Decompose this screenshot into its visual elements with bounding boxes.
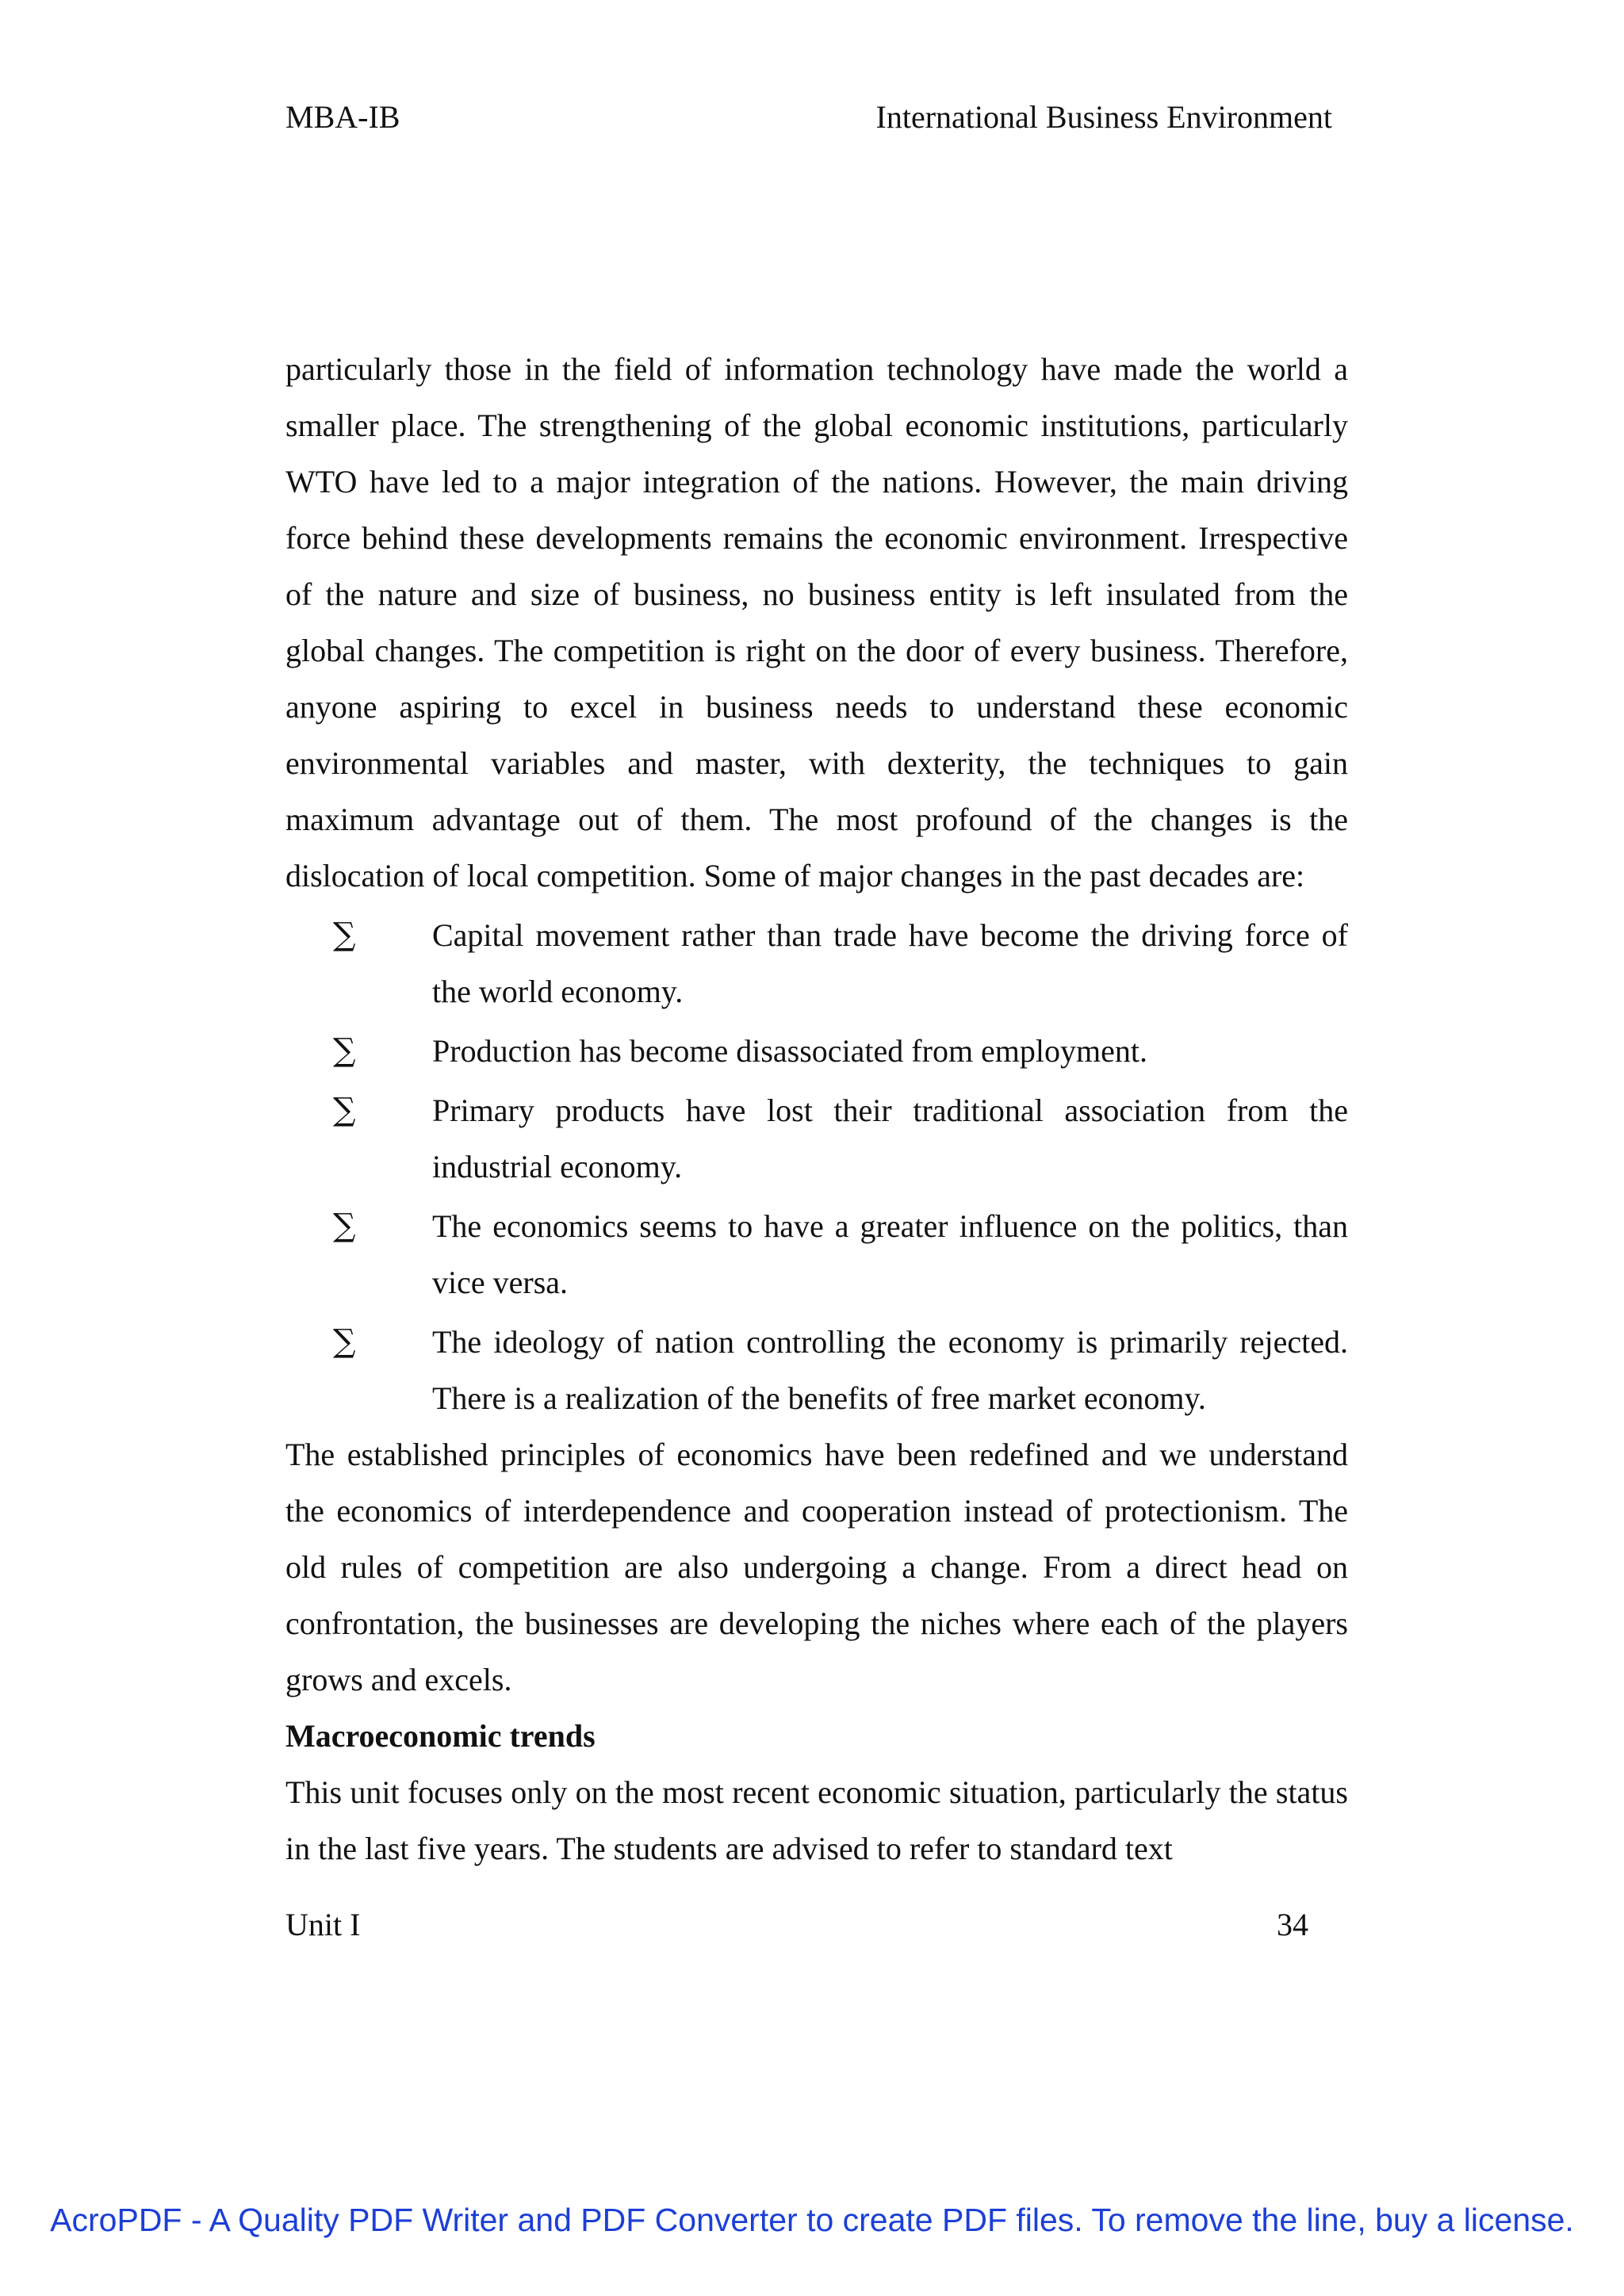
section-heading: Macroeconomic trends bbox=[285, 1718, 596, 1754]
header-course-code: MBA-IB bbox=[285, 99, 400, 135]
header-course-title: International Business Environment bbox=[875, 99, 1332, 135]
list-item bbox=[285, 1314, 1348, 1426]
list-item bbox=[285, 1082, 1348, 1195]
list-item bbox=[285, 1198, 1348, 1311]
list-item-text: The economics seems to have a greater influence on the politics, than vice versa. bbox=[432, 1208, 1348, 1300]
page-header bbox=[285, 94, 1332, 141]
changes-list bbox=[285, 907, 1348, 1426]
list-item-text: Primary products have lost their traditional association from the industrial economy. bbox=[432, 1093, 1348, 1184]
page-number: 34 bbox=[1277, 1907, 1308, 1942]
list-item-text: The ideology of nation controlling the economy is primarily rejected. There is a realization of the benefits of free market economy. bbox=[432, 1324, 1348, 1416]
sigma-bullet-icon: ∑ bbox=[333, 1323, 356, 1360]
page-footer bbox=[285, 1901, 1308, 1949]
after-list-paragraph: The established principles of economics have been redefined and we understand the economics of interdependence and cooperation instead of protectionism. The old rules of competition are also undergoing a change. From a direct head on confrontation, the businesses are developing the niches where each of the players grows and excels. bbox=[285, 1437, 1348, 1697]
list-item-text: Production has become disassociated from employment. bbox=[432, 1033, 1148, 1069]
footer-unit-label: Unit I bbox=[285, 1907, 361, 1942]
sigma-bullet-icon: ∑ bbox=[333, 916, 356, 953]
sigma-bullet-icon: ∑ bbox=[333, 1207, 356, 1244]
page-body bbox=[285, 341, 1348, 1877]
sigma-bullet-icon: ∑ bbox=[333, 1092, 356, 1128]
list-item-text: Capital movement rather than trade have become the driving force of the world economy. bbox=[432, 917, 1348, 1009]
acropdf-watermark-banner: AcroPDF - A Quality PDF Writer and PDF Converter to create PDF files. To remove the line, buy a license. bbox=[50, 2202, 1574, 2238]
list-item bbox=[285, 1023, 1348, 1079]
sigma-bullet-icon: ∑ bbox=[333, 1032, 356, 1069]
intro-paragraph: particularly those in the field of information technology have made the world a smaller place. The strengthening of the global economic institutions, particularly WTO have led to a major integration of the nations. However, the main driving force behind these developments remains the economic environment. Irrespective of the nature and size of business, no business entity is left insulated from the global changes. The competition is right on the door of every business. Therefore, anyone aspiring to excel in business needs to understand these economic environmental variables and master, with dexterity, the techniques to gain maximum advantage out of them. The most profound of the changes is the dislocation of local competition. Some of major changes in the past decades are: bbox=[285, 351, 1348, 894]
list-item bbox=[285, 907, 1348, 1020]
section-body-paragraph: This unit focuses only on the most recent economic situation, particularly the status in the last five years. The students are advised to refer to standard text bbox=[285, 1774, 1348, 1866]
